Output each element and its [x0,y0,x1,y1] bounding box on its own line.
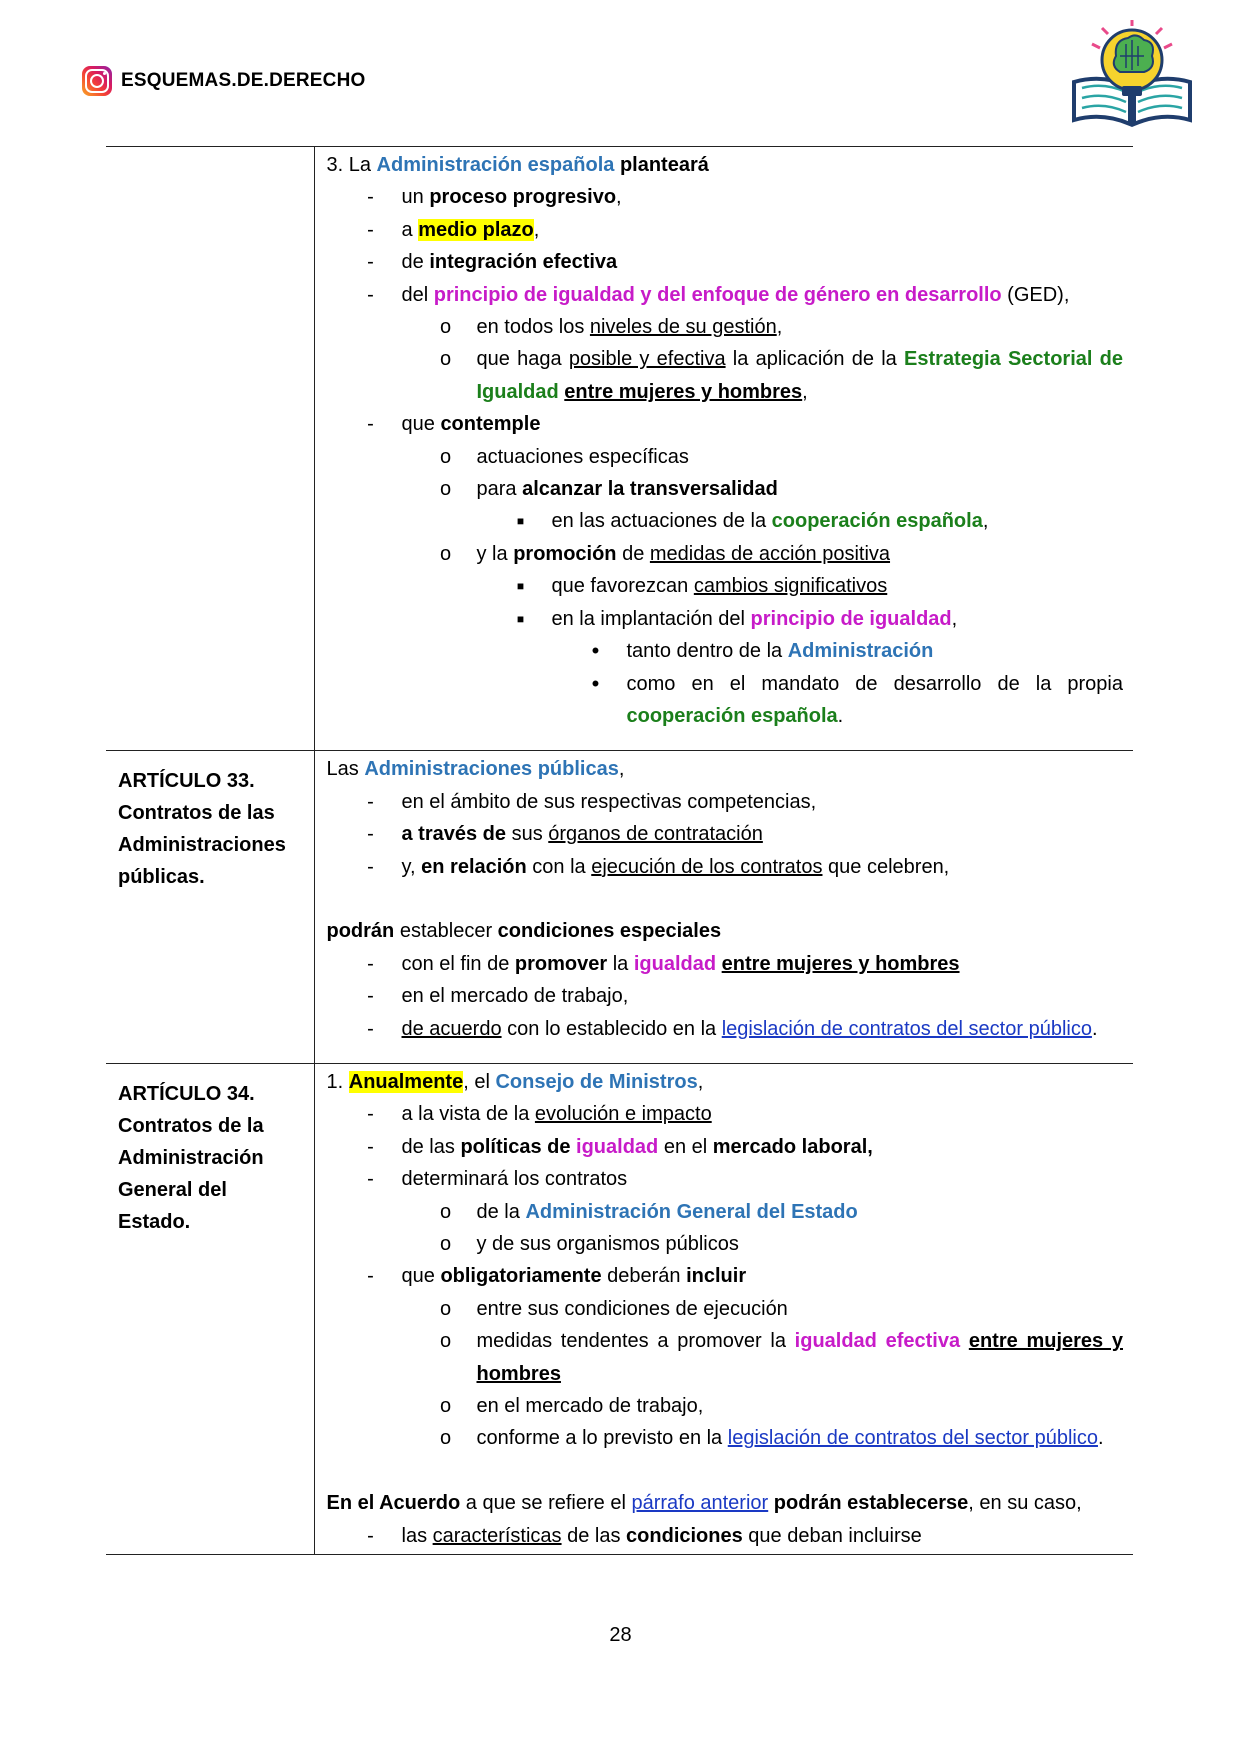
table-row [106,1063,1133,1554]
list-item: - que obligatoriamente deberán incluir [367,1265,747,1288]
list-item: ■ que favorezcan cambios significativos [516,575,888,598]
paragraph-intro: 1. Anualmente, el Consejo de Ministros, [326,1070,704,1093]
legislation-link[interactable]: legislación de contratos del sector público [727,1427,1098,1450]
list-item: - de integración efectiva [367,251,618,274]
list-item: o que haga posible y efectiva la aplicación de la Estrategia Sectorial de Igualdad entre mujeres y hombres, [439,348,1124,403]
list-item: - de las políticas de igualdad en el mercado laboral, [367,1135,873,1158]
list-item: o entre sus condiciones de ejecución [439,1297,788,1320]
list-item: o medidas tendentes a promover la igualdad efectiva entre mujeres y hombres [439,1330,1123,1385]
article-content-cell [314,1063,1133,1554]
legislation-link[interactable]: legislación de contratos del sector público [721,1017,1092,1040]
list-item: o y la promoción de medidas de acción positiva [439,542,891,565]
list-item: - en el ámbito de sus respectivas competencias, [367,790,817,813]
list-item: o actuaciones específicas [439,445,689,468]
previous-paragraph-link[interactable]: párrafo anterior [631,1492,769,1515]
paragraph-intro: Las Administraciones públicas, [326,758,625,781]
list-item: o de la Administración General del Estado [439,1200,858,1223]
article-content-cell [314,147,1133,751]
instagram-icon [82,66,112,96]
article-title-cell [106,147,314,751]
list-item: • tanto dentro de la Administración [591,638,934,664]
table-row [106,147,1133,751]
list-item: o para alcanzar la transversalidad [439,478,778,501]
brain-book-logo-icon [1068,20,1196,130]
paragraph: podrán establecer condiciones especiales [326,920,722,943]
table-row [106,751,1133,1064]
article-title-cell [106,751,314,1064]
list-item: - del principio de igualdad y del enfoque de género en desarrollo (GED), [367,283,1070,306]
brand [82,66,366,96]
page-number: 28 [609,1624,632,1646]
list-item: - en el mercado de trabajo, [367,985,629,1008]
list-item: - que contemple [367,413,541,436]
list-item: - determinará los contratos [367,1168,628,1191]
brand-name: ESQUEMAS.DE.DERECHO [121,70,366,91]
article-33-heading: ARTÍCULO 33. Contratos de las Administraciones públicas. [118,770,286,889]
list-item: ■ en la implantación del principio de igualdad, [516,607,958,630]
article-34-heading: ARTÍCULO 34. Contratos de la Administración General del Estado. [118,1082,264,1233]
list-item: - de acuerdo con lo establecido en la legislación de contratos del sector público. [367,1017,1098,1040]
paragraph: En el Acuerdo a que se refiere el párrafo anterior podrán establecerse, en su caso, [326,1492,1082,1515]
list-item: - con el fin de promover la igualdad entre mujeres y hombres [367,952,960,975]
article-content-cell [314,751,1133,1064]
list-item: - a través de sus órganos de contratación [367,823,763,846]
list-item: - las características de las condiciones que deban incluirse [367,1524,922,1547]
list-item: • como en el mandato de desarrollo de la propia cooperación española. [591,670,1123,727]
list-item: ■ en las actuaciones de la cooperación española, [516,510,989,533]
article-title-cell [106,1063,314,1554]
list-item: o conforme a lo previsto en la legislación de contratos del sector público. [439,1427,1104,1450]
list-item: - y, en relación con la ejecución de los contratos que celebren, [367,855,950,878]
paragraph-intro: 3. La Administración española planteará [326,154,709,176]
list-item: - a la vista de la evolución e impacto [367,1103,712,1126]
articles-table [106,146,1133,1555]
list-item: o en el mercado de trabajo, [439,1395,704,1418]
list-item: o en todos los niveles de su gestión, [439,316,783,339]
list-item: - a medio plazo, [367,218,540,241]
list-item: - un proceso progresivo, [367,186,622,209]
list-item: o y de sus organismos públicos [439,1232,739,1255]
